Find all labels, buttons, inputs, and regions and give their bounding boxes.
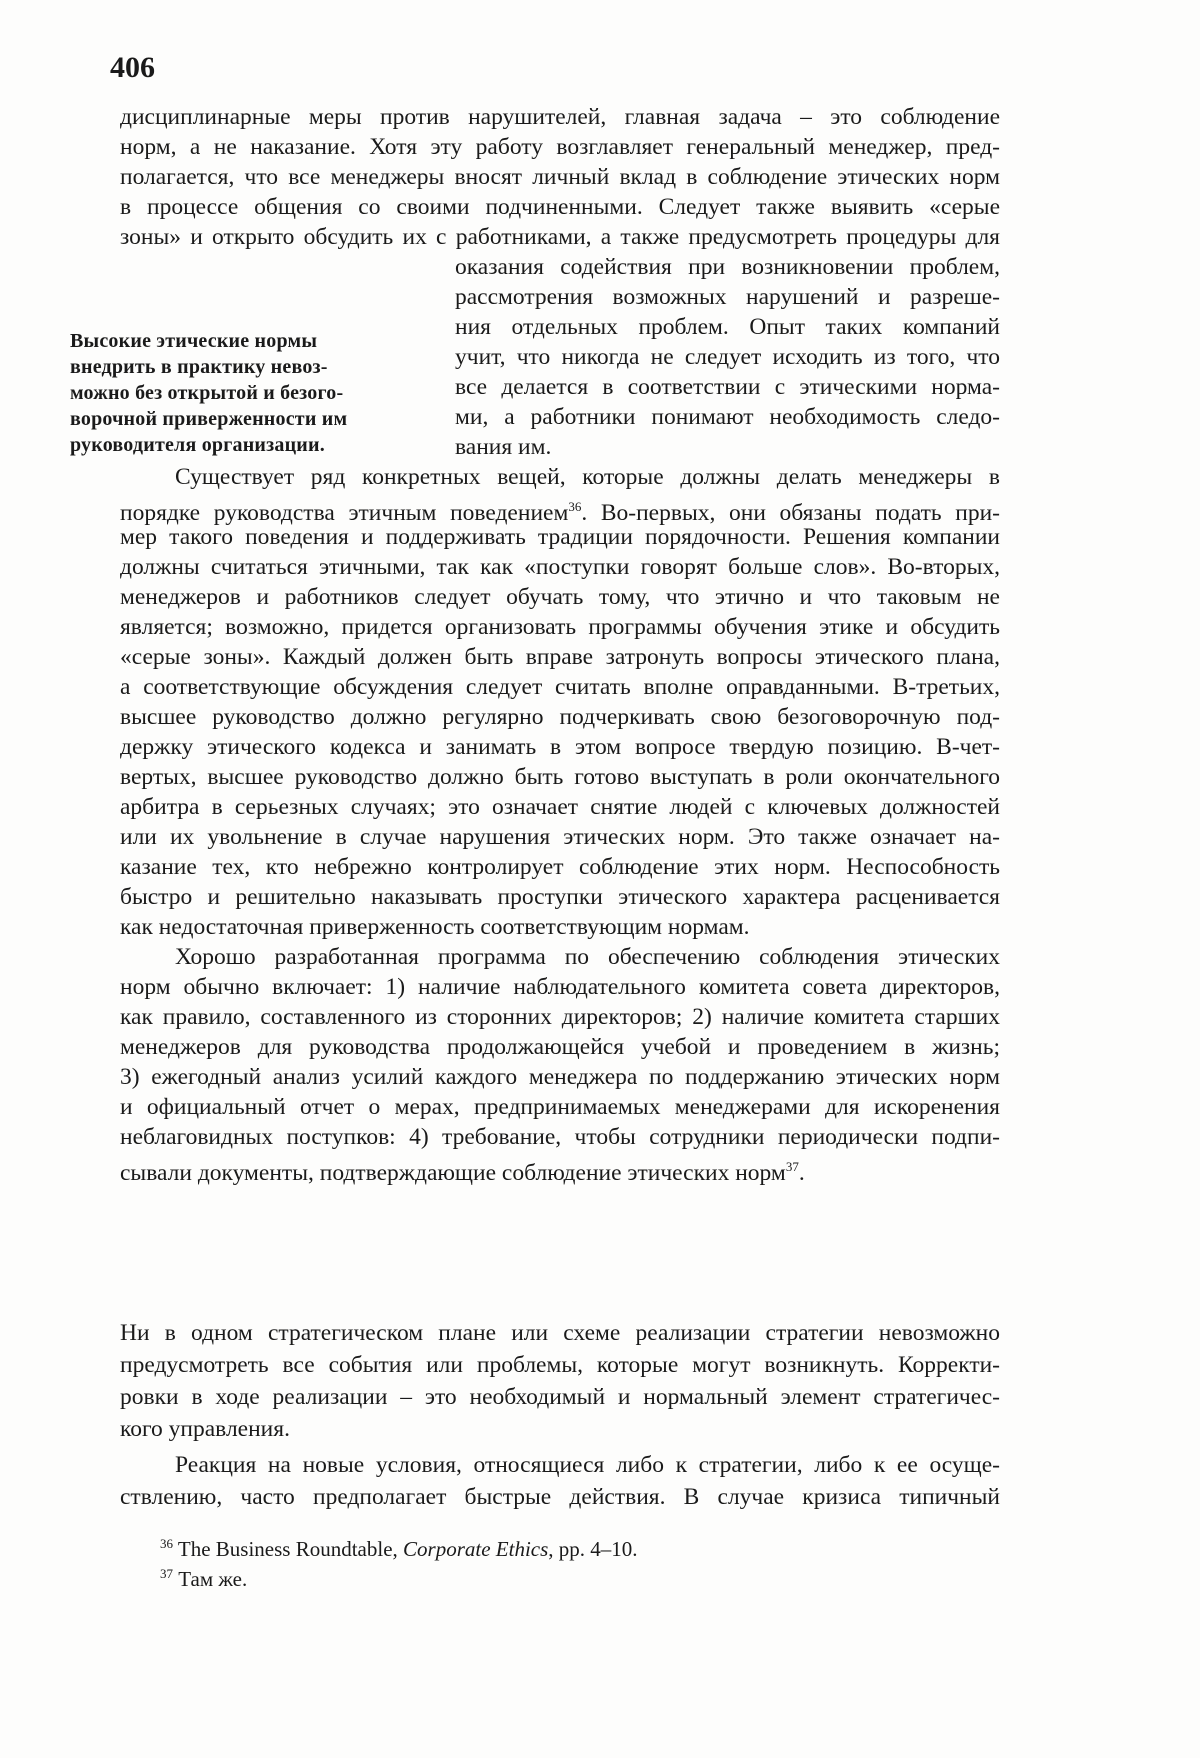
text-line: оказания содействия при возникновении проблем, <box>455 254 1000 280</box>
text-line: Реакция на новые условия, относящиеся либо к стратегии, либо к ее осуще- <box>175 1452 1000 1478</box>
sidebar-quote-line: можно без открытой и безого- <box>70 382 344 404</box>
text-line: ния отдельных проблем. Опыт таких компаний <box>455 314 1000 340</box>
text-line: мер такого поведения и поддерживать традиции порядочности. Решения компании <box>120 524 1000 550</box>
text-line <box>120 492 1000 526</box>
text-line: Существует ряд конкретных вещей, которые должны делать менеджеры в <box>175 464 1000 490</box>
text-fragment: . <box>798 1159 805 1186</box>
text-line: 3) ежегодный анализ усилий каждого менеджера по поддержанию этических норм <box>120 1064 1000 1090</box>
text-line: Хорошо разработанная программа по обеспечению соблюдения этических <box>175 944 1000 970</box>
text-line: быстро и решительно наказывать проступки этического характера расценивается <box>120 884 1000 910</box>
sidebar-quote-line: Высокие этические нормы <box>70 330 318 352</box>
text-line: как правило, составленного из сторонних директоров; 2) наличие комитета старших <box>120 1004 1000 1030</box>
text-line: а соответствующие обсуждения следует считать вполне оправданными. В-третьих, <box>120 674 1000 700</box>
text-line: кого управления. <box>120 1416 290 1442</box>
text-line: ровки в ходе реализации – это необходимый и нормальный элемент стратегичес- <box>120 1384 1000 1410</box>
text-line: норм обычно включает: 1) наличие наблюдательного комитета совета директоров, <box>120 974 1000 1000</box>
text-line <box>120 1152 1000 1186</box>
text-line: все делается в соответствии с этическими норма- <box>455 374 1000 400</box>
sidebar-quote-line: руководителя организации. <box>70 434 325 456</box>
footnote-text: The Business Roundtable, <box>177 1537 404 1561</box>
footnote <box>160 1565 247 1593</box>
footnote <box>160 1535 638 1563</box>
text-line: полагается, что все менеджеры вносят личный вклад в соблюдение этических норм <box>120 164 1000 190</box>
text-line: вертых, высшее руководство должно быть готово выступать в роли окончательного <box>120 764 1000 790</box>
text-line: высшее руководство должно регулярно подчеркивать свою безоговорочную под- <box>120 704 1000 730</box>
text-line: держку этического кодекса и занимать в этом вопросе твердую позицию. В-чет- <box>120 734 1000 760</box>
sidebar-quote-line: внедрить в практику невоз- <box>70 356 328 378</box>
text-line: норм, а не наказание. Хотя эту работу возглавляет генеральный менеджер, пред- <box>120 134 1000 160</box>
text-line: как недостаточная приверженность соответствующим нормам. <box>120 914 750 940</box>
text-line: менеджеров и работников следует обучать тому, что этично и что таковым не <box>120 584 1000 610</box>
text-line: вания им. <box>455 434 552 460</box>
footnote-number: 37 <box>160 1566 173 1581</box>
text-line: казание тех, кто небрежно контролирует соблюдение этих норм. Неспособность <box>120 854 1000 880</box>
text-fragment: порядке руководства этичным поведением <box>120 499 569 526</box>
text-line: «серые зоны». Каждый должен быть вправе затронуть вопросы этического плана, <box>120 644 1000 670</box>
text-line: предусмотреть все события или проблемы, которые могут возникнуть. Корректи- <box>120 1352 1000 1378</box>
sidebar-quote-line: ворочной приверженности им <box>70 408 348 430</box>
text-line: или их увольнение в случае нарушения этических норм. Это также означает на- <box>120 824 1000 850</box>
text-line: ми, а работники понимают необходимость следо- <box>455 404 1000 430</box>
text-line: и официальный отчет о мерах, предпринимаемых менеджерами для искоренения <box>120 1094 1000 1120</box>
text-line: арбитра в серьезных случаях; это означает снятие людей с ключевых должностей <box>120 794 1000 820</box>
footnote-text: , pp. 4–10. <box>548 1537 638 1561</box>
text-line: ствлению, часто предполагает быстрые действия. В случае кризиса типичный <box>120 1484 1000 1510</box>
sidebar-quote <box>70 328 450 458</box>
text-line: в процессе общения со своими подчиненными. Следует также выявить «серые <box>120 194 1000 220</box>
text-fragment: сывали документы, подтверждающие соблюдение этических норм <box>120 1159 786 1186</box>
text-line: должны считаться этичными, так как «поступки говорят больше слов». Во-вторых, <box>120 554 1000 580</box>
footnote-text: Там же. <box>178 1567 248 1591</box>
text-line: является; возможно, придется организовать программы обучения этике и обсудить <box>120 614 1000 640</box>
text-line: учит, что никогда не следует исходить из того, что <box>455 344 1000 370</box>
text-line: неблаговидных поступков: 4) требование, чтобы сотрудники периодически подпи- <box>120 1124 1000 1150</box>
text-line: Ни в одном стратегическом плане или схеме реализации стратегии невозможно <box>120 1320 1000 1346</box>
footnote-number: 36 <box>160 1536 173 1551</box>
text-fragment: . Во-первых, они обязаны подать при- <box>581 499 1000 526</box>
footnote-ref: 37 <box>785 1159 799 1174</box>
text-line: зоны» и открыто обсудить их с работниками, а также предусмотреть процедуры для <box>120 224 1000 250</box>
footnote-ref: 36 <box>568 499 582 514</box>
page-number: 406 <box>110 51 155 84</box>
text-line: дисциплинарные меры против нарушителей, главная задача – это соблюдение <box>120 104 1000 130</box>
text-line: рассмотрения возможных нарушений и разреше- <box>455 284 1000 310</box>
footnote-title: Corporate Ethics <box>403 1537 549 1561</box>
text-line: менеджеров для руководства продолжающейся учебой и проведением в жизнь; <box>120 1034 1000 1060</box>
